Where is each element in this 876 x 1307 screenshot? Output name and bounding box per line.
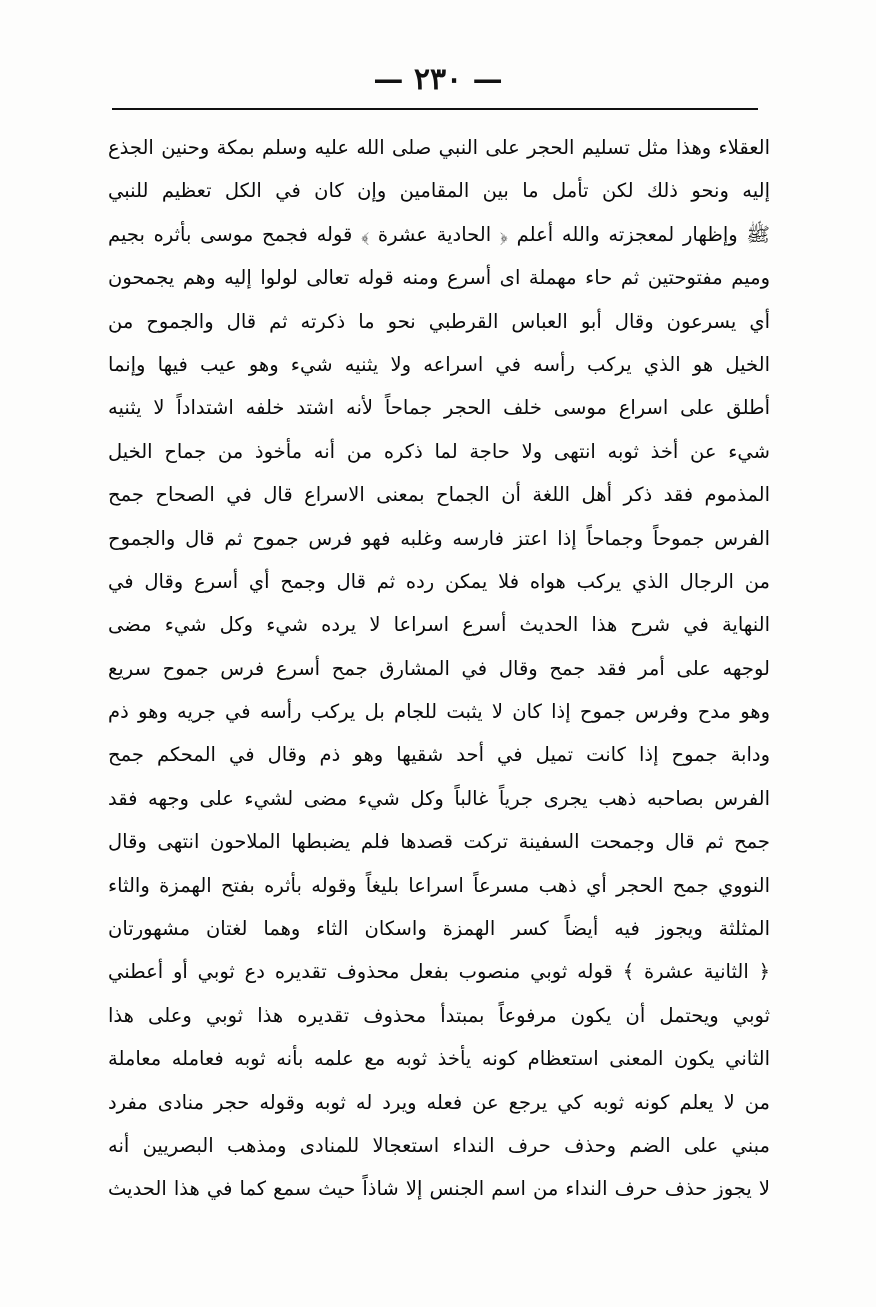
text-line: لوجهه على أمر فقد جمح وقال في المشارق جمح أسرع فرس جموح سريع [108,656,770,680]
text-line: ودابة جموح إذا كانت تميل في أحد شقيها وهو ذم وقال في المحكم جمح [108,743,770,767]
text-line: جمح ثم قال وجمحت السفينة تركت قصدها فلم يضبطها الملاحون انتهى وقال [108,830,770,854]
text-line: ﴿ الثانية عشرة ﴾ قوله ثوبي منصوب بفعل محذوف تقديره دع ثوبي أو أعطني [108,960,770,984]
text-line: الخيل هو الذي يركب رأسه في اسراعه ولا يثنيه شيء وهو عيب فيها وإنما [108,352,770,376]
text-line: الثاني يكون المعنى استعظام كونه يأخذ ثوبه مع علمه بأنه ثوبه فعامله معاملة [108,1047,770,1071]
text-line: إليه ونحو ذلك لكن تأمل ما بين المقامين وإن كان في الكل تعظيم للنبي [108,179,770,203]
header-rule [112,108,758,110]
text-line: شيء عن أخذ ثوبه انتهى ولا حاجة لما ذكره من أنه مأخوذ من جماح الخيل [108,439,770,463]
text-line: الفرس جموحاً وجماحاً إذا اعتز فارسه وغلبه فهو فرس جموح ثم قال والجموح [108,526,770,550]
text-line: النووي جمح الحجر أي ذهب مسرعاً اسراعا بليغاً وقوله بأثره بفتح الهمزة والثاء [108,873,770,897]
text-line: المثلثة ويجوز فيه أيضاً كسر الهمزة واسكان الثاء وهما لغتان مشهورتان [108,917,770,941]
text-line: العقلاء وهذا مثل تسليم الحجر على النبي صلى الله عليه وسلم بمكة وحنين الجذع [108,136,770,159]
text-line: المذموم فقد ذكر أهل اللغة أن الجماح بمعنى الاسراع قال في الصحاح جمح [108,483,770,507]
text-line: أي يسرعون وقال أبو العباس القرطبي نحو ما ذكرته ثم قال والجموح من [108,309,770,333]
text-line: وهو مدح وفرس جموح إذا كان لا يثبت للجام بل يركب رأسه في جريه وهو ذم [108,700,770,724]
text-line: الفرس بصاحبه ذهب يجرى جرياً غالباً وكل شيء مضى لشيء على وجهه فقد [108,786,770,810]
text-line: لا يجوز حذف حرف النداء من اسم الجنس إلا شاذاً حيث سمع كما في هذا الحديث [108,1177,770,1201]
text-line: مبني على الضم وحذف حرف النداء استعجالا للمنادى ومذهب البصريين أنه [108,1133,770,1157]
page-text [108,126,770,1211]
text-line: النهاية في شرح هذا الحديث أسرع اسراعا لا يرده شيء وكل شيء مضى [108,613,770,637]
text-line: أطلق على اسراع موسى خلف الحجر جماحاً لأنه اشتد خلفه اشتداداً لا يثنيه [108,396,770,420]
page-number: — ٢٣٠ — [373,62,503,97]
text-line: ﷺ وإظهار لمعجزته والله أعلم ﴿ الحادية عشرة ﴾ قوله فجمح موسى بأثره بجيم [108,222,770,246]
text-line: من الرجال الذي يركب هواه فلا يمكن رده ثم قال وجمح أي أسرع وقال في [108,569,770,593]
text-line: من لا يعلم كونه ثوبه كي يرجع عن فعله ويرد له ثوبه وقوله حجر منادى مفرد [108,1090,770,1114]
text-line: وميم مفتوحتين ثم حاء مهملة اى أسرع ومنه قوله تعالى لولوا إليه وهم يجمحون [108,266,770,290]
text-line: ثوبي ويحتمل أن يكون مرفوعاً بمبتدأ محذوف تقديره هذا ثوبي وعلى هذا [108,1003,770,1027]
